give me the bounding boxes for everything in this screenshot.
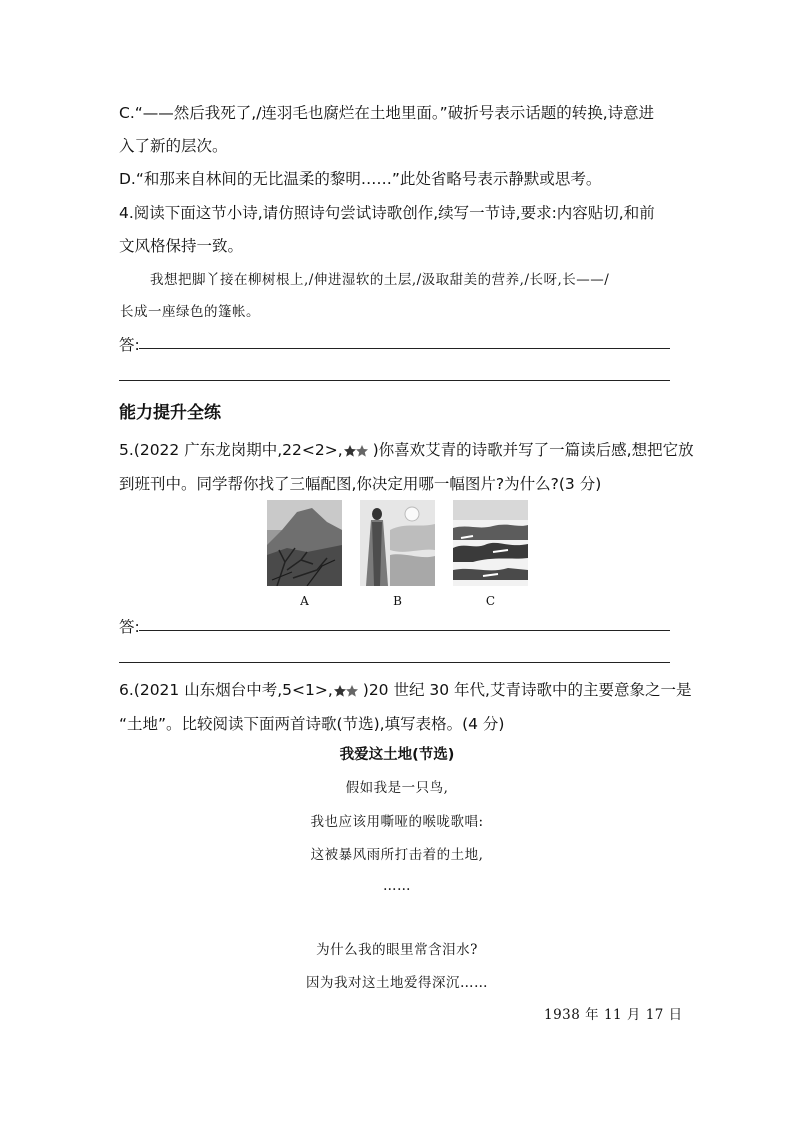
poem-line-3: 这被暴风雨所打击着的土地, [310,847,484,863]
section-heading: 能力提升全练 [119,403,221,423]
option-c-line2: 入了新的层次。 [119,137,228,155]
difficulty-stars-icon [333,684,363,698]
poem-title: 我爱这土地(节选) [339,747,455,763]
q6-question: )20 世纪 30 年代,艾青诗歌中的主要意象之一是 [362,681,692,699]
question-4-line2: 文风格保持一致。 [119,237,244,255]
poem-date: 1938 年 11 月 17 日 [544,1007,683,1023]
rocky-sea-photo-icon [453,500,528,586]
poem-line-2: 我也应该用嘶哑的喉咙歌唱: [310,814,484,830]
figure-caption-c: C [485,594,496,608]
q5-source: 5.(2022 广东龙岗期中,22<2>, [119,441,343,459]
poem-line-6: 因为我对这土地爱得深沉…… [306,975,488,991]
answer-line-q4-2[interactable] [119,380,670,381]
answer-line-q4-1[interactable] [139,348,670,349]
answer-line-q5-2[interactable] [119,662,670,663]
figure-caption-a: A [300,594,309,608]
poem-line-5: 为什么我的眼里常含泪水? [316,942,478,958]
option-d: D.“和那来自林间的无比温柔的黎明……”此处省略号表示静默或思考。 [119,170,602,188]
poem-ellipsis: …… [383,878,411,894]
answer-label-q4: 答: [119,336,140,354]
q4-poem-line1: 我想把脚丫接在柳树根上,/伸进湿软的土层,/汲取甜美的营养,/长呀,长——/ [150,272,610,288]
poem-line-1: 假如我是一只鸟, [345,780,449,796]
q5-question: )你喜欢艾青的诗歌并写了一篇读后感,想把它放 [372,441,694,459]
question-6-line1 [119,680,691,700]
question-5-line2: 到班刊中。同学帮你找了三幅配图,你决定用哪一幅图片?为什么?(3 分) [119,475,602,493]
difficulty-stars-icon [343,444,373,458]
figure-caption-b: B [393,594,402,608]
answer-label-q5: 答: [119,618,140,636]
answer-line-q5-1[interactable] [139,630,670,631]
question-4-line1: 4.阅读下面这节小诗,请仿照诗句尝试诗歌创作,续写一节诗,要求:内容贴切,和前 [119,204,655,222]
q6-source: 6.(2021 山东烟台中考,5<1>, [119,681,333,699]
q4-poem-line2: 长成一座绿色的篷帐。 [120,304,260,320]
question-5-line1 [119,440,694,460]
option-c-line1: C.“——然后我死了,/连羽毛也腐烂在土地里面。”破折号表示话题的转换,诗意进 [119,104,655,122]
question-6-line2: “土地”。比较阅读下面两首诗歌(节选),填写表格。(4 分) [119,715,505,733]
mountain-tree-photo-icon [267,500,342,586]
figure-painting-icon [360,500,435,586]
